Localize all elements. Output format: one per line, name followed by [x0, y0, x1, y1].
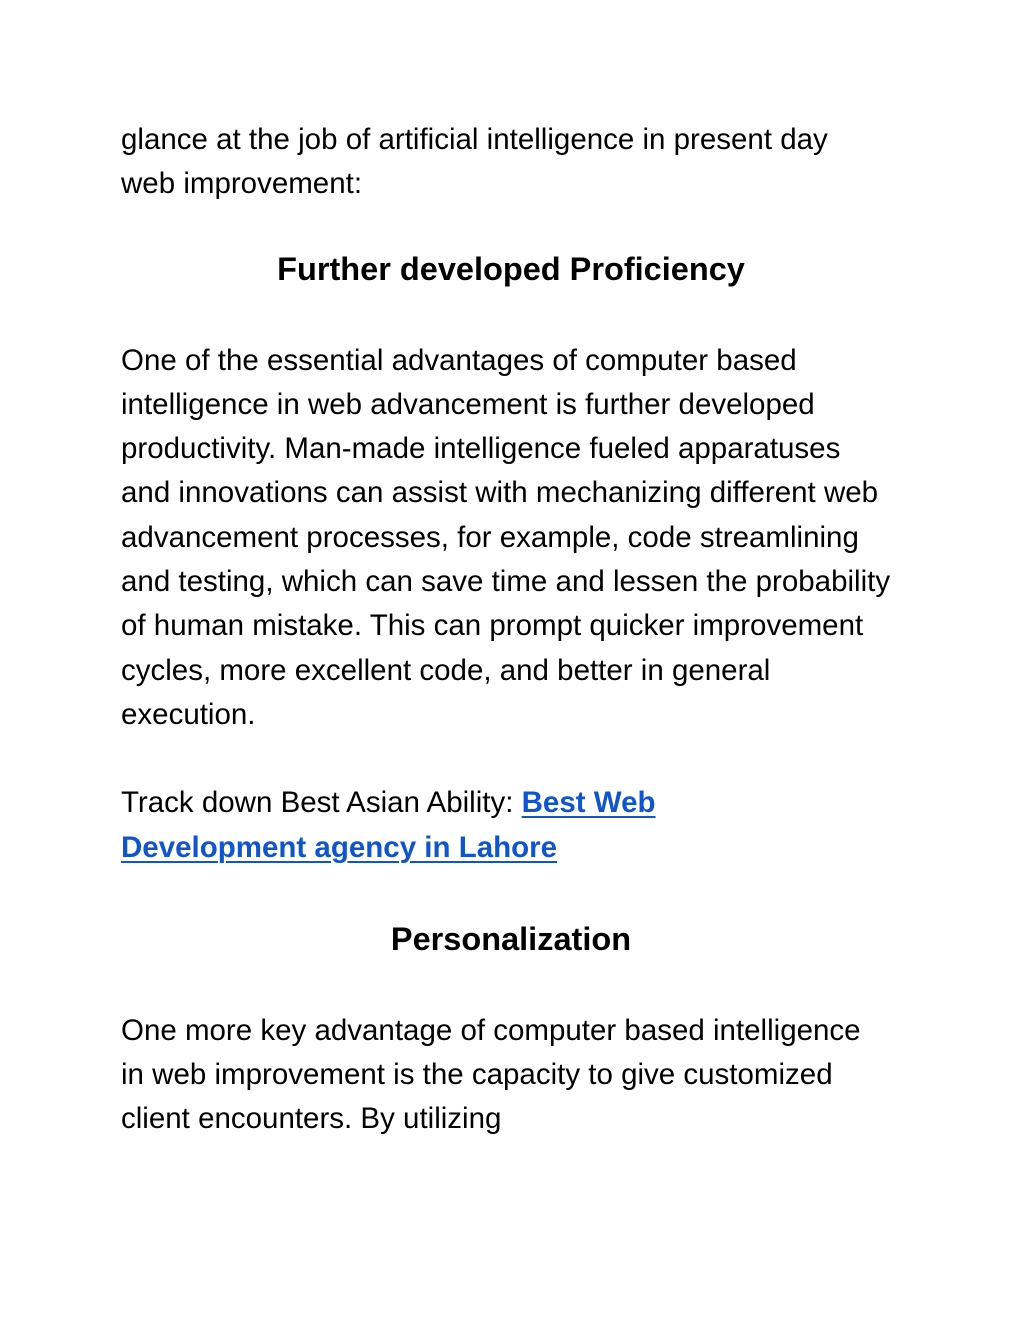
- callout-paragraph: [121, 781, 761, 870]
- proficiency-paragraph: One of the essential advantages of computer based intelligence in web advancement is further developed productivity. Man-made intelligence fueled apparatuses and innovations can assist with mechanizing different web advancement processes, for example, code streamlining and testing, which can save time and lessen the probability of human mistake. This can prompt quicker improvement cycles, more excellent code, and better in general execution.: [121, 343, 891, 731]
- section-heading-proficiency: Further developed Proficiency: [277, 250, 745, 287]
- document-page: [121, 118, 901, 1142]
- personalization-paragraph: One more key advantage of computer based intelligence in web improvement is the capacity to give customized client encounters. By utilizing: [121, 1013, 861, 1136]
- intro-paragraph: glance at the job of artificial intelligence in present day web improvement:: [121, 123, 828, 201]
- section-heading-personalization: Personalization: [390, 920, 632, 957]
- callout-prefix: Track down Best Asian Ability:: [121, 786, 514, 820]
- agency-link[interactable]: Best Web Development agency in Lahore: [121, 786, 656, 864]
